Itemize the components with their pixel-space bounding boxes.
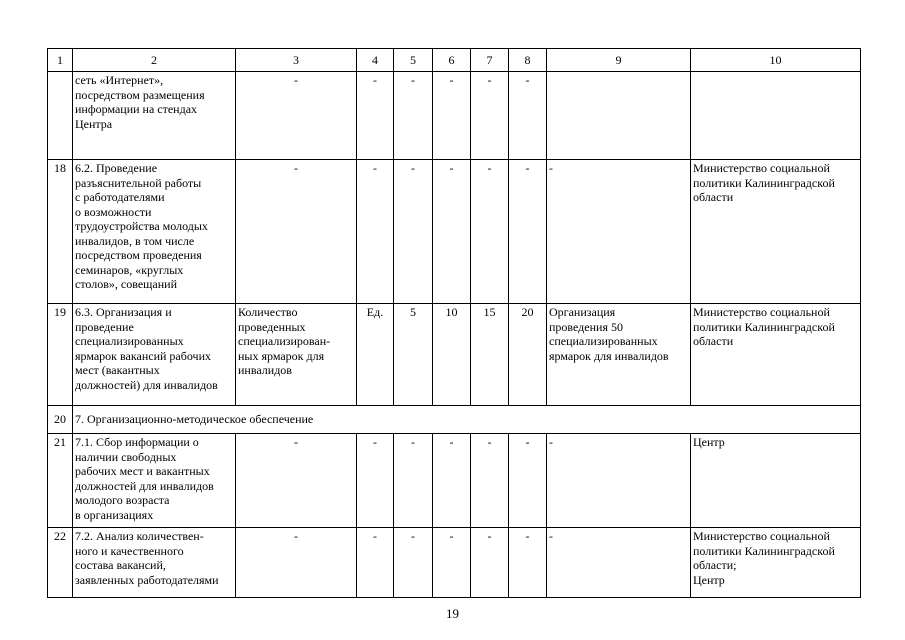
table-row [48, 72, 861, 160]
activity-cell: 7.1. Сбор информации о наличии свободных рабочих мест и вакантных должностей для инвалидов молодого возраста в организациях [73, 434, 236, 528]
page-number: 19 [446, 606, 459, 621]
header-row [48, 49, 861, 72]
value-cell: - [394, 160, 433, 304]
activity-cell: 6.3. Организация и проведение специализированных ярмарок вакансий рабочих мест (вакантных должностей) для инвалидов [73, 304, 236, 406]
responsible-cell [691, 72, 861, 160]
row-number: 18 [48, 160, 73, 304]
indicator-cell: Количество проведенных специализирован- ных ярмарок для инвалидов [236, 304, 357, 406]
header-cell: 4 [357, 49, 394, 72]
value-cell: - [394, 528, 433, 598]
indicator-cell: - [236, 434, 357, 528]
header-cell: 2 [73, 49, 236, 72]
value-cell: - [509, 160, 547, 304]
value-cell: - [433, 434, 471, 528]
header-cell: 3 [236, 49, 357, 72]
unit-cell: - [357, 160, 394, 304]
value-cell: 10 [433, 304, 471, 406]
value-cell: - [471, 434, 509, 528]
row-number: 20 [48, 406, 73, 434]
responsible-cell: Министерство социальной политики Калининградской области [691, 160, 861, 304]
indicator-cell: - [236, 160, 357, 304]
row-number [48, 72, 73, 160]
row-number: 22 [48, 528, 73, 598]
program-table [47, 48, 861, 598]
result-cell: Организация проведения 50 специализированных ярмарок для инвалидов [547, 304, 691, 406]
row-number: 21 [48, 434, 73, 528]
value-cell: 20 [509, 304, 547, 406]
responsible-cell: Министерство социальной политики Калининградской области; Центр [691, 528, 861, 598]
value-cell: - [471, 160, 509, 304]
activity-cell: сеть «Интернет», посредством размещения информации на стендах Центра [73, 72, 236, 160]
header-cell: 7 [471, 49, 509, 72]
unit-cell: - [357, 434, 394, 528]
result-cell: - [547, 160, 691, 304]
result-cell: - [547, 528, 691, 598]
value-cell: - [394, 434, 433, 528]
activity-cell: 7.2. Анализ количествен- ного и качественного состава вакансий, заявленных работодателями [73, 528, 236, 598]
value-cell: - [509, 72, 547, 160]
activity-cell: 6.2. Проведение разъяснительной работы с работодателями о возможности трудоустройства молодых инвалидов, в том числе посредством проведения семинаров, «круглых столов», совещаний [73, 160, 236, 304]
header-cell: 8 [509, 49, 547, 72]
value-cell: - [433, 72, 471, 160]
unit-cell: Ед. [357, 304, 394, 406]
value-cell: - [509, 528, 547, 598]
table-row [48, 304, 861, 406]
table-row [48, 434, 861, 528]
unit-cell: - [357, 528, 394, 598]
header-cell: 5 [394, 49, 433, 72]
result-cell [547, 72, 691, 160]
header-cell: 9 [547, 49, 691, 72]
value-cell: - [509, 434, 547, 528]
section-heading: 7. Организационно-методическое обеспечение [73, 406, 861, 434]
table-row [48, 160, 861, 304]
value-cell: - [394, 72, 433, 160]
value-cell: - [471, 72, 509, 160]
responsible-cell: Министерство социальной политики Калининградской области [691, 304, 861, 406]
header-cell: 1 [48, 49, 73, 72]
value-cell: - [471, 528, 509, 598]
row-number: 19 [48, 304, 73, 406]
indicator-cell: - [236, 72, 357, 160]
value-cell: 15 [471, 304, 509, 406]
header-cell: 6 [433, 49, 471, 72]
value-cell: - [433, 528, 471, 598]
result-cell: - [547, 434, 691, 528]
value-cell: 5 [394, 304, 433, 406]
indicator-cell: - [236, 528, 357, 598]
section-row [48, 406, 861, 434]
unit-cell: - [357, 72, 394, 160]
responsible-cell: Центр [691, 434, 861, 528]
value-cell: - [433, 160, 471, 304]
table-row [48, 528, 861, 598]
header-cell: 10 [691, 49, 861, 72]
